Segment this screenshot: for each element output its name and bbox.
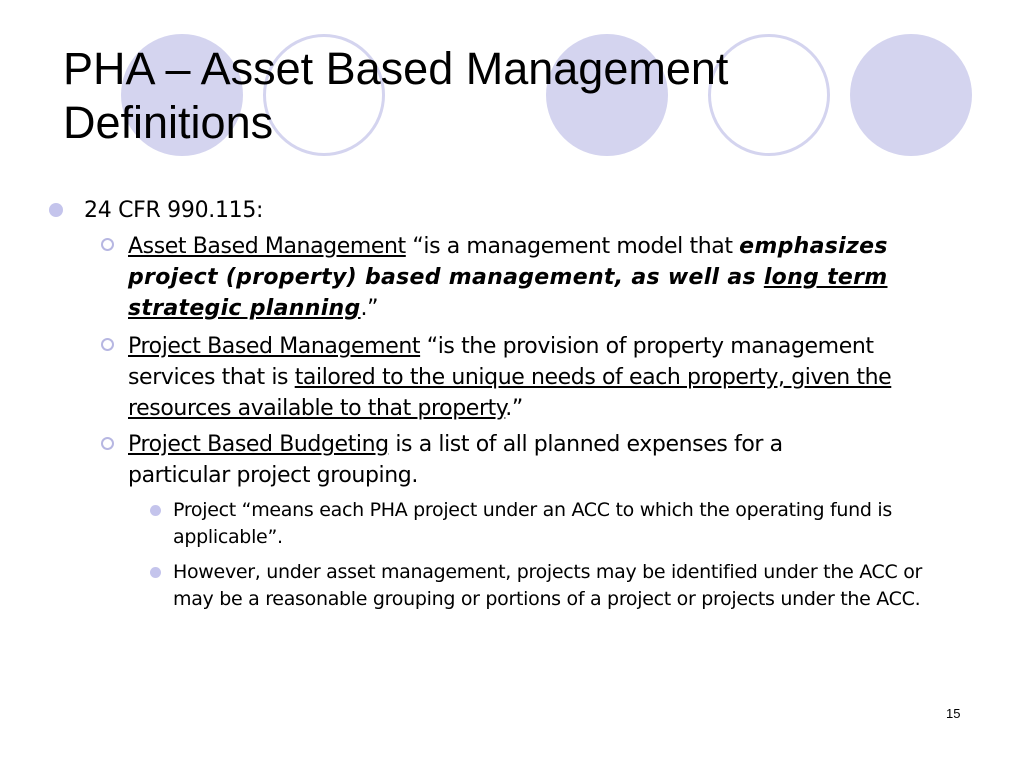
- project-text-1: “is the provision of property management services that is: [128, 334, 874, 390]
- budget-text-1: is a list of all planned expenses for a particular project grouping.: [128, 432, 783, 488]
- sub-bullet-dot-icon: [150, 567, 161, 578]
- asset-text-1: “is a management model that: [405, 234, 740, 259]
- bullet-ring-icon: [101, 437, 114, 450]
- project-text-2: .”: [505, 396, 523, 421]
- asset-text-2: .”: [360, 296, 379, 321]
- slide-title: [63, 42, 863, 150]
- sub-bullet-asset-management-note: However, under asset management, projects may be identified under the ACC or may be a reasonable grouping or portions of a project or projects under the ACC.: [173, 561, 923, 610]
- slide-title-line-2: Definitions: [63, 97, 274, 148]
- bullet-project-based-management: [128, 331, 963, 424]
- bullet-ring-icon: [101, 338, 114, 351]
- bullet-asset-based-management: [128, 231, 963, 324]
- sub-bullet-project-definition: Project “means each PHA project under an ACC to which the operating fund is applicable”.: [173, 499, 892, 548]
- asset-bold-1: emphasizes project (property) based management, as well as: [128, 234, 888, 290]
- term-project-based-budgeting: Project Based Budgeting: [128, 432, 389, 457]
- asset-bold-underline: long term strategic planning: [128, 265, 888, 321]
- term-asset-based-management: Asset Based Management: [128, 234, 406, 259]
- project-underline-text: tailored to the unique needs of each property, given the resources available to that property: [128, 365, 892, 421]
- slide-title-line-1: PHA – Asset Based Management: [63, 43, 729, 94]
- bullet-project-based-budgeting: [128, 429, 858, 491]
- term-project-based-management: Project Based Management: [128, 334, 421, 359]
- decor-circle-5: [850, 34, 972, 156]
- bullet-cfr-heading: 24 CFR 990.115:: [84, 198, 264, 223]
- bullet-dot-icon: [49, 203, 63, 217]
- slide-number: 15: [946, 706, 961, 721]
- sub-bullet-dot-icon: [150, 505, 161, 516]
- bullet-ring-icon: [101, 238, 114, 251]
